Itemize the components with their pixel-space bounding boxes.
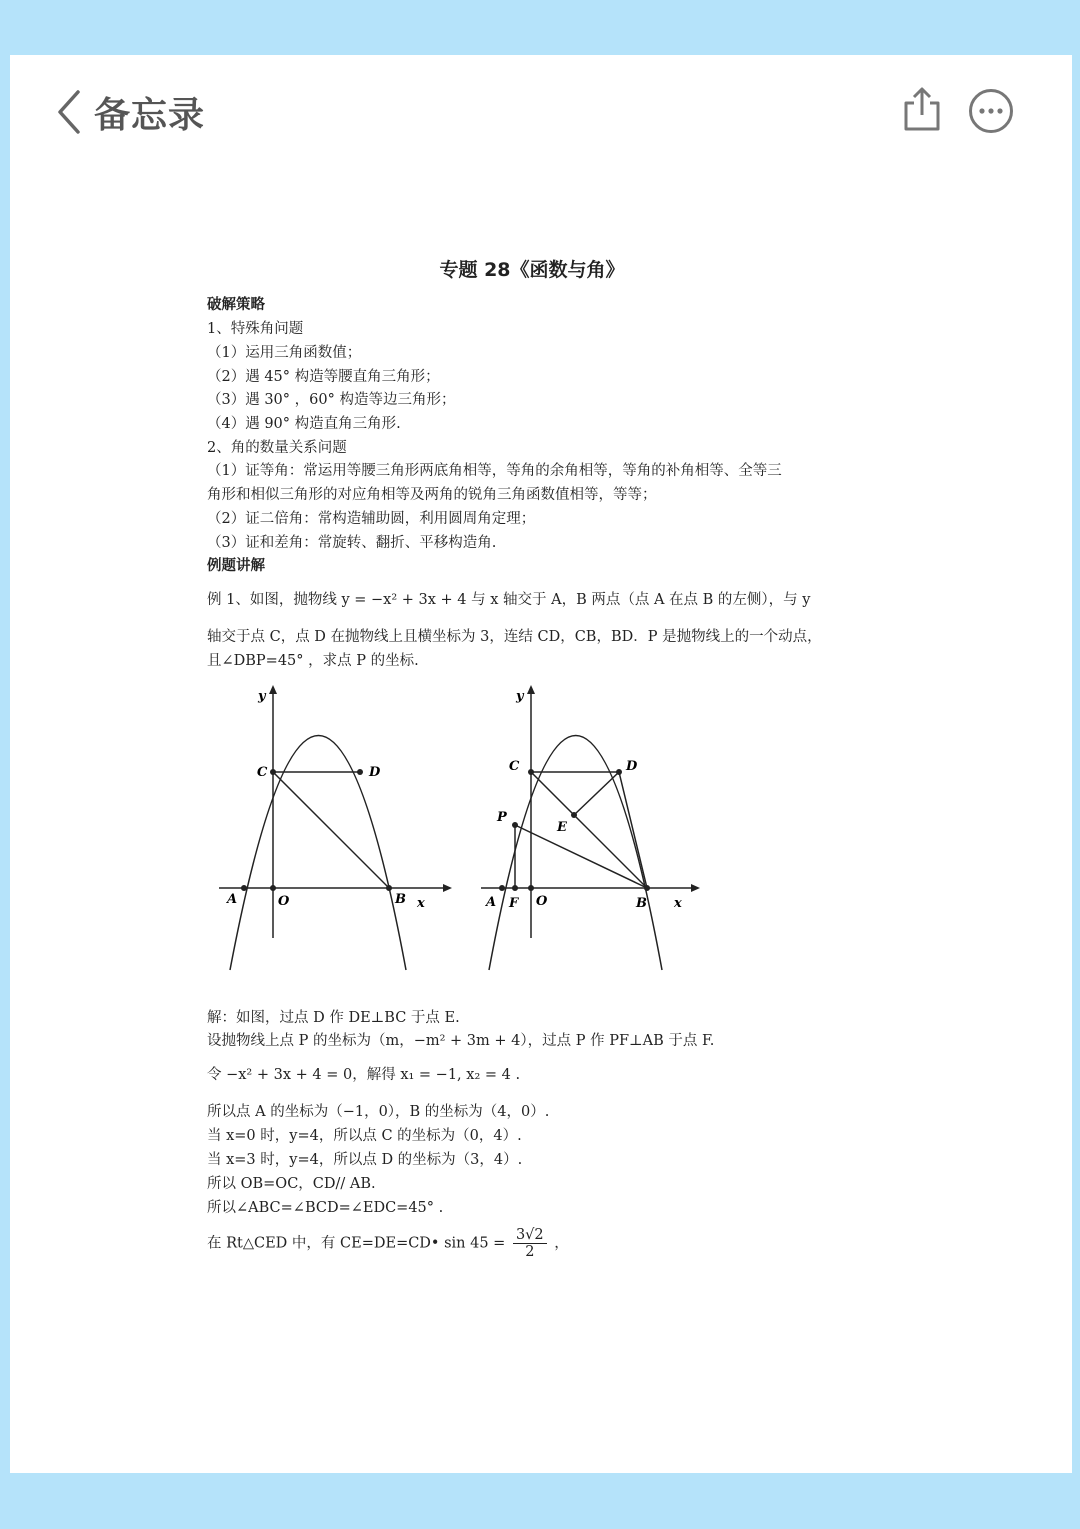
share-icon[interactable] [900,85,944,133]
formula-text: 在 Rt△CED 中，有 CE=DE=CD• sin 45 = [207,1235,506,1252]
paragraph: （3）遇 30° ，60° 构造等边三角形； [207,392,456,408]
point-label: B [395,892,406,907]
point-label: P [497,810,507,825]
fraction [513,1227,547,1260]
paragraph: 1、特殊角问题 [207,321,304,337]
memo-page [10,55,1072,1473]
axis-label: x [417,896,425,911]
section-heading: 破解策略 [207,297,265,313]
chevron-left-icon [54,88,88,136]
paragraph: 所以点 A 的坐标为（−1，0），B 的坐标为（4，0）. [207,1104,550,1120]
paragraph: 当 x=3 时，y=4，所以点 D 的坐标为（3，4）. [207,1152,523,1168]
paragraph: 2、角的数量关系问题 [207,440,347,456]
fraction-numerator: 3√2 [513,1227,547,1244]
section-heading: 例题讲解 [207,558,265,574]
paragraph: 轴交于点 C，点 D 在抛物线上且横坐标为 3，连结 CD，CB，BD．P 是抛物线上的一个动点， [207,629,822,645]
axis-label: x [674,896,682,911]
point-label: O [536,894,548,909]
point-label: D [626,759,638,774]
formula-line [207,1227,569,1260]
paragraph: （2）证二倍角：常构造辅助圆，利用圆周角定理； [207,511,536,527]
point-label: E [557,820,567,835]
point-label: A [486,895,497,910]
point-label: O [278,894,290,909]
point-label: A [227,892,238,907]
point-label: D [369,765,381,780]
paragraph: 解：如图，过点 D 作 DE⊥BC 于点 E. [207,1010,460,1026]
figure-2 [469,680,719,975]
paragraph: （4）遇 90° 构造直角三角形. [207,416,401,432]
paragraph: 当 x=0 时，y=4，所以点 C 的坐标为（0，4）. [207,1128,522,1144]
more-icon[interactable] [968,88,1014,134]
paragraph: 令 −x² + 3x + 4 = 0，解得 x₁ = −1, x₂ = 4 . [207,1067,521,1083]
back-label: 备忘录 [94,94,206,136]
paragraph: （2）遇 45° 构造等腰直角三角形； [207,369,440,385]
point-label: F [509,896,519,911]
paragraph: 且∠DBP=45° ，求点 P 的坐标. [207,653,419,669]
paragraph: 所以 OB=OC，CD// AB. [207,1176,376,1192]
point-label: C [509,759,520,774]
paragraph: （1）运用三角函数值； [207,345,362,361]
fraction-denominator: 2 [525,1244,535,1260]
paragraph: （3）证和差角：常旋转、翻折、平移构造角. [207,535,497,551]
paragraph: 所以∠ABC=∠BCD=∠EDC=45° . [207,1200,444,1216]
point-label: B [636,896,647,911]
paragraph: 例 1、如图，抛物线 y = −x² + 3x + 4 与 x 轴交于 A，B 两点（点 A 在点 B 的左侧），与 y [207,592,811,608]
axis-label: y [516,689,524,704]
back-button[interactable] [54,87,214,137]
point-label: C [257,765,268,780]
paragraph: 角形和相似三角形的对应角相等及两角的锐角三角函数值相等，等等； [207,487,657,503]
axis-label: y [258,689,266,704]
paragraph: 设抛物线上点 P 的坐标为（m，−m² + 3m + 4），过点 P 作 PF⊥AB 于点 F. [207,1033,715,1049]
paragraph: （1）证等角：常运用等腰三角形两底角相等，等角的余角相等，等角的补角相等、全等三 [207,463,782,479]
figure-1 [207,680,457,975]
doc-title: 专题 28《函数与角》 [439,259,625,281]
formula-end: ， [554,1235,569,1252]
